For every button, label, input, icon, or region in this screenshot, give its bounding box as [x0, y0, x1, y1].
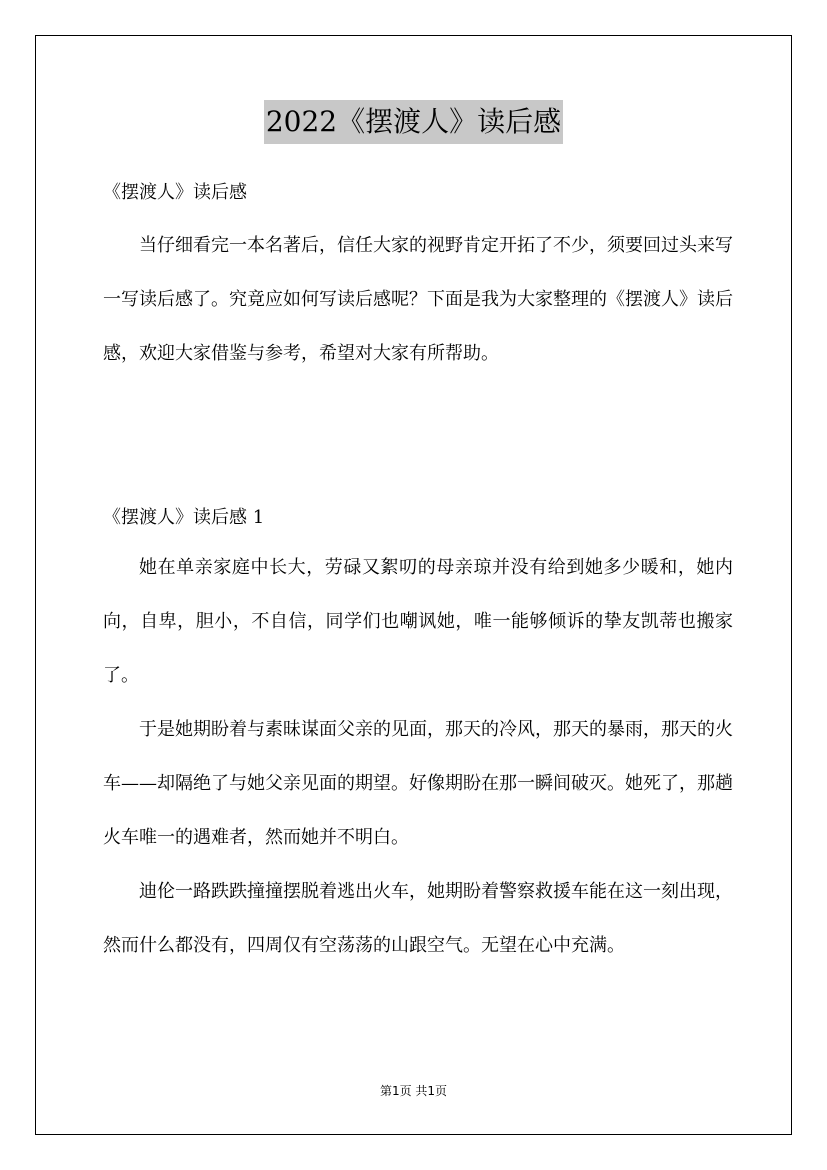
document-title: 2022《摆渡人》读后感: [264, 100, 563, 144]
section1-heading: 《摆渡人》读后感 1: [103, 507, 265, 528]
section1-paragraph-3: 迪伦一路跌跌撞撞摆脱着逃出火车，她期盼着警察救援车能在这一刻出现，然而什么都没有，四周仅有空荡荡的山跟空气。无望在心中充满。: [103, 881, 733, 956]
page-footer: 第1页 共1页: [379, 1084, 448, 1098]
section-1: [103, 503, 733, 973]
section1-paragraph-1: 她在单亲家庭中长大，劳碌又絮叨的母亲琼并没有给到她多少暖和，她内向，自卑，胆小，不自信，同学们也嘲讽她，唯一能够倾诉的挚友凯蒂也搬家了。: [103, 557, 733, 686]
intro-heading: 《摆渡人》读后感: [103, 182, 247, 203]
title-wrap: [0, 100, 827, 144]
intro-section: [103, 178, 733, 381]
section1-paragraph-2: 于是她期盼着与素昧谋面父亲的见面，那天的冷风，那天的暴雨，那天的火车——却隔绝了与她父亲见面的期望。好像期盼在那一瞬间破灭。她死了，那趟火车唯一的遇难者，然而她并不明白。: [103, 719, 733, 848]
intro-paragraph: 当仔细看完一本名著后，信任大家的视野肯定开拓了不少，须要回过头来写一写读后感了。究竟应如何写读后感呢？下面是我为大家整理的《摆渡人》读后感，欢迎大家借鉴与参考，希望对大家有所帮助。: [103, 235, 733, 364]
